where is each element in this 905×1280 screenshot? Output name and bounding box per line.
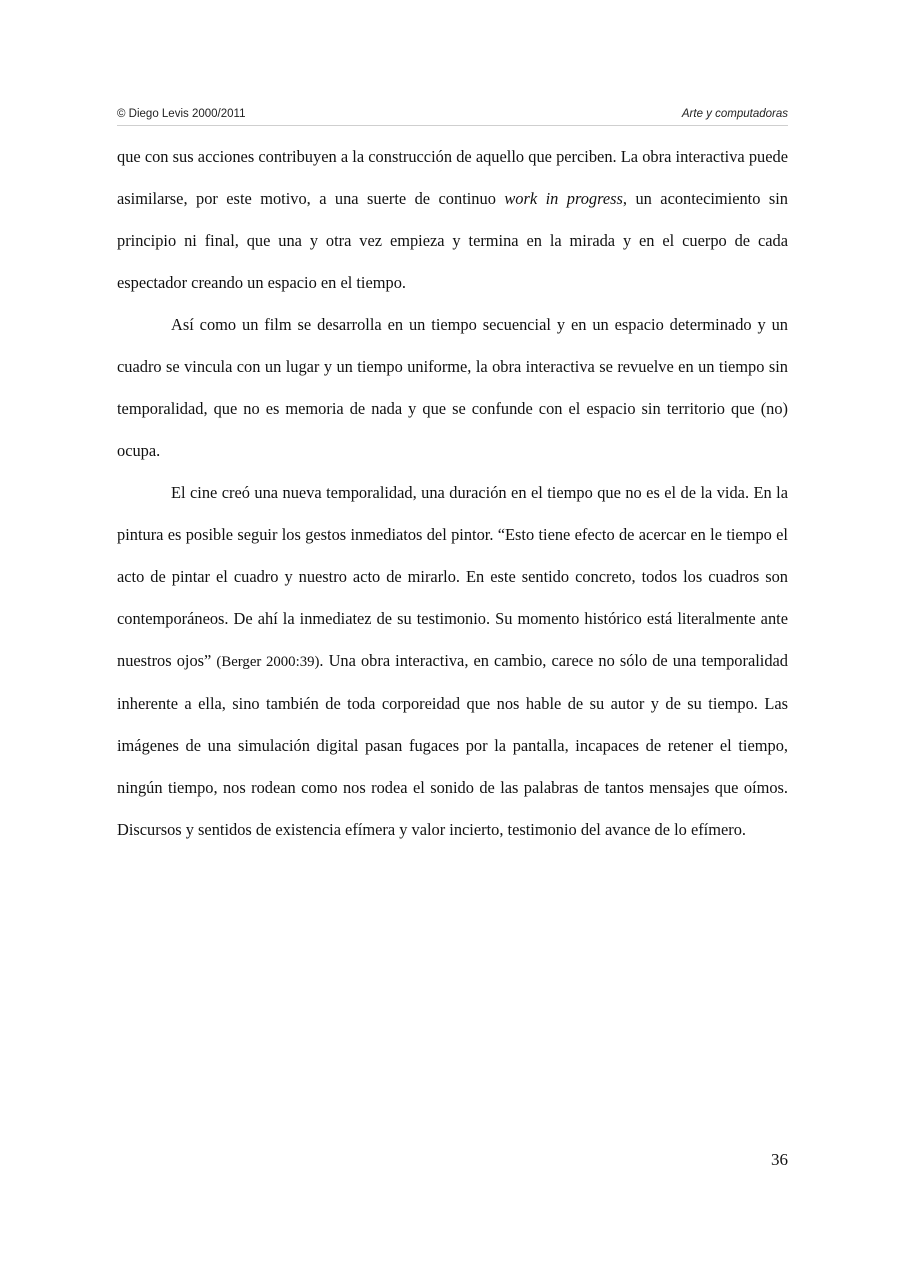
citation: (Berger 2000:39) — [216, 654, 320, 670]
paragraph-1-italic-phrase: work in progress — [504, 189, 623, 208]
body-text — [117, 136, 788, 851]
page-number: 36 — [771, 1150, 788, 1169]
header-author-copyright: © Diego Levis 2000/2011 — [117, 108, 246, 120]
header-book-title: Arte y computadoras — [681, 108, 788, 120]
paragraph-2: Así como un film se desarrolla en un tiempo secuencial y en un espacio determinado y un cuadro se vincula con un lugar y un tiempo uniforme, la obra interactiva se revuelve en un tiempo sin temporalidad, que no es memoria de nada y que se confunde con el espacio sin territorio que (no) ocupa. — [117, 315, 788, 460]
running-header — [117, 107, 788, 126]
paragraph-3 — [117, 472, 788, 851]
paragraph-1 — [117, 136, 788, 304]
paragraph-3-text-b: . Una obra interactiva, en cambio, carece no sólo de una temporalidad inherente a ella, sino también de toda corporeidad que nos hable de su autor y de su tiempo. Las imágenes de una simulación digital pasan fugaces por la pantalla, incapaces de retener el tiempo, ningún tiempo, nos rodean como nos rodea el sonido de las palabras de tantos mensajes que oímos. Discursos y sentidos de existencia efímera y valor incierto, testimonio del avance de lo efímero. — [117, 651, 788, 839]
paragraph-3-text-a: El cine creó una nueva temporalidad, una duración en el tiempo que no es el de la vida. En la pintura es posible seguir los gestos inmediatos del pintor. “Esto tiene efecto de acercar en le tiempo el acto de pintar el cuadro y nuestro acto de mirarlo. En este sentido concreto, todos los cuadros son contemporáneos. De ahí la inmediatez de su testimonio. Su momento histórico está literalmente ante nuestros ojos” — [117, 483, 788, 670]
paragraph-1-text-b: , un acontecimiento sin principio ni final, que una y otra vez empieza y termina en la mirada y en el cuerpo de cada espectador creando un espacio en el tiempo. — [117, 189, 788, 292]
paragraph-1-text-a: que con sus acciones contribuyen a la construcción de aquello que perciben. La obra interactiva puede asimilarse, por este motivo, a una suerte de continuo — [117, 147, 788, 208]
